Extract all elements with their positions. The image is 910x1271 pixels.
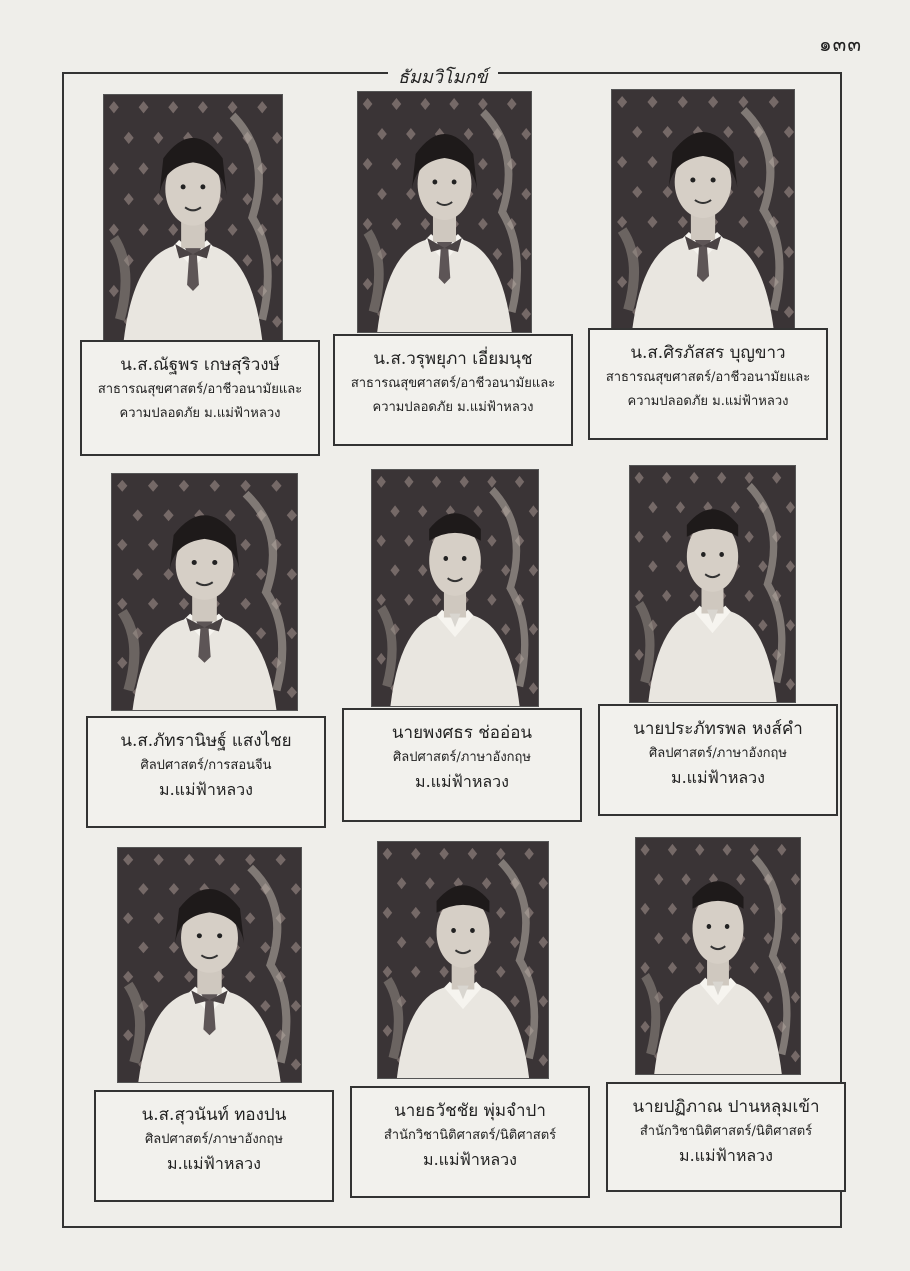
student-faculty: ศิลปศาสตร์/การสอนจีน bbox=[140, 758, 272, 773]
student-photo bbox=[630, 466, 795, 702]
student-photo bbox=[612, 90, 794, 330]
student-faculty: สาธารณสุขศาสตร์/อาชีวอนามัยและ bbox=[97, 382, 303, 397]
student-university: ม.แม่ฟ้าหลวง bbox=[159, 780, 253, 799]
student-name: น.ส.ภัทรานิษฐ์ แสงไชย bbox=[120, 731, 292, 751]
student-faculty: ศิลปศาสตร์/ภาษาอังกฤษ bbox=[393, 750, 531, 765]
student-photo bbox=[636, 838, 800, 1074]
student-university: ม.แม่ฟ้าหลวง bbox=[679, 1146, 773, 1165]
section-title: ธัมมวิโมกข์ bbox=[388, 62, 498, 91]
student-photo bbox=[378, 842, 548, 1078]
student-faculty: ศิลปศาสตร์/ภาษาอังกฤษ bbox=[145, 1132, 283, 1147]
student-photo bbox=[118, 848, 301, 1082]
student-photo bbox=[104, 95, 282, 340]
student-faculty: สาธารณสุขศาสตร์/อาชีวอนามัยและ bbox=[605, 370, 811, 385]
student-caption bbox=[94, 1090, 334, 1202]
student-faculty: สำนักวิชานิติศาสตร์/นิติศาสตร์ bbox=[383, 1128, 557, 1143]
student-name: น.ส.สุวนันท์ ทองปน bbox=[141, 1105, 287, 1125]
student-name: น.ส.ศิรภัสสร บุญขาว bbox=[630, 343, 786, 363]
student-university: ม.แม่ฟ้าหลวง bbox=[415, 772, 509, 791]
student-university: ความปลอดภัย ม.แม่ฟ้าหลวง bbox=[119, 406, 281, 421]
student-university: ม.แม่ฟ้าหลวง bbox=[167, 1154, 261, 1173]
student-caption bbox=[86, 716, 326, 828]
student-name: นายประภัทรพล หงส์คำ bbox=[633, 719, 803, 739]
student-name: นายพงศธร ช่ออ่อน bbox=[391, 723, 533, 743]
student-name: น.ส.ณัฐพร เกษสุริวงษ์ bbox=[120, 355, 280, 375]
student-university: ความปลอดภัย ม.แม่ฟ้าหลวง bbox=[627, 394, 789, 409]
student-name: นายปฏิภาณ ปานหลุมเข้า bbox=[632, 1097, 820, 1117]
student-faculty: สำนักวิชานิติศาสตร์/นิติศาสตร์ bbox=[639, 1124, 813, 1139]
student-caption bbox=[588, 328, 828, 440]
student-faculty: สาธารณสุขศาสตร์/อาชีวอนามัยและ bbox=[350, 376, 556, 391]
student-caption bbox=[342, 708, 582, 822]
student-university: ความปลอดภัย ม.แม่ฟ้าหลวง bbox=[372, 400, 534, 415]
student-photo bbox=[372, 470, 538, 706]
student-university: ม.แม่ฟ้าหลวง bbox=[671, 768, 765, 787]
student-caption bbox=[80, 340, 320, 456]
student-caption bbox=[333, 334, 573, 446]
student-caption bbox=[606, 1082, 846, 1192]
student-university: ม.แม่ฟ้าหลวง bbox=[423, 1150, 517, 1169]
student-photo bbox=[358, 92, 531, 332]
student-photo bbox=[112, 474, 297, 710]
student-name: นายธวัชชัย พุ่มจำปา bbox=[394, 1101, 546, 1121]
student-faculty: ศิลปศาสตร์/ภาษาอังกฤษ bbox=[649, 746, 787, 761]
student-name: น.ส.วรุพยุภา เอี่ยมนุช bbox=[373, 349, 533, 369]
student-caption bbox=[598, 704, 838, 816]
student-caption bbox=[350, 1086, 590, 1198]
page-number: ๑๓๓ bbox=[818, 32, 862, 56]
